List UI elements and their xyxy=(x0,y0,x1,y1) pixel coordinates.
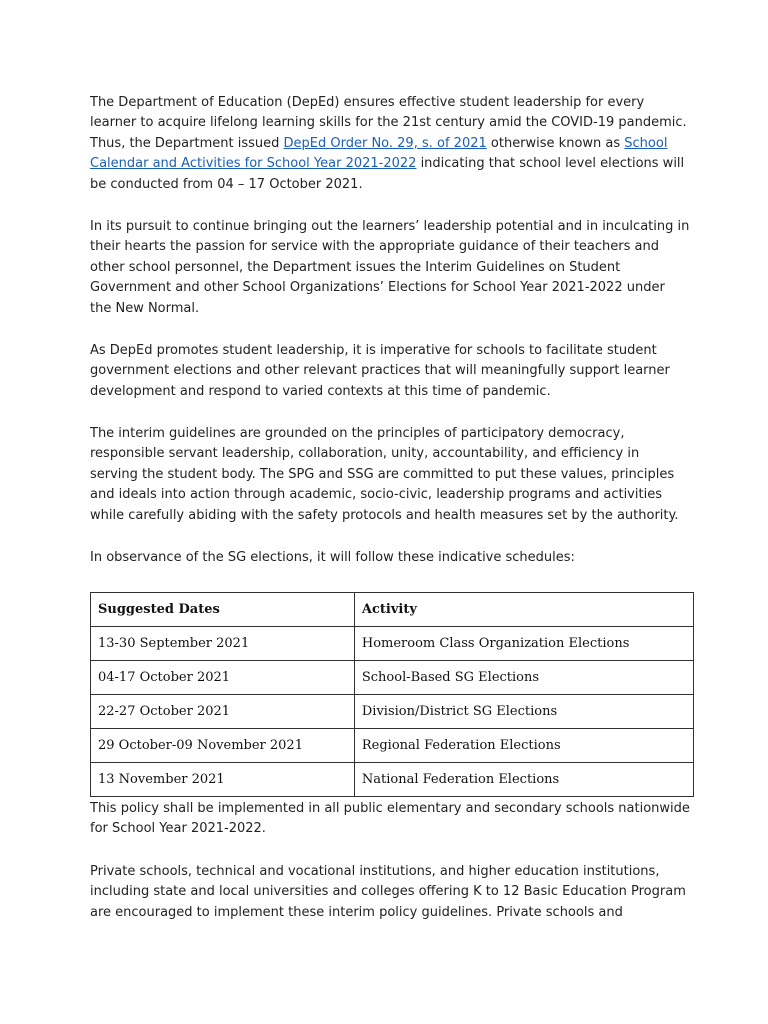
policy-scope-paragraph: This policy shall be implemented in all public elementary and secondary schools nationwide for School Year 2021-2022. xyxy=(90,801,690,837)
table-row xyxy=(91,627,694,661)
intro-paragraph xyxy=(90,93,690,195)
row-activity: Homeroom Class Organization Elections xyxy=(354,627,693,661)
table-row xyxy=(91,695,694,729)
table-row xyxy=(91,661,694,695)
row-date: 13-30 September 2021 xyxy=(91,627,355,661)
row-date: 04-17 October 2021 xyxy=(91,661,355,695)
row-activity: School-Based SG Elections xyxy=(354,661,693,695)
private-schools-paragraph: Private schools, technical and vocational institutions, and higher education institutions, including state and local universities and colleges offering K to 12 Basic Education Program are encouraged to implement these interim policy guidelines. Private schools and xyxy=(90,864,686,920)
row-activity: Regional Federation Elections xyxy=(354,729,693,763)
promotion-paragraph: As DepEd promotes student leadership, it is imperative for schools to facilitate student government elections and other relevant practices that will meaningfully support learner development and respond to varied contexts at this time of pandemic. xyxy=(90,343,670,399)
row-activity: Division/District SG Elections xyxy=(354,695,693,729)
schedule-table xyxy=(90,592,694,797)
leadership-paragraph: In its pursuit to continue bringing out the learners’ leadership potential and in inculcating in their hearts the passion for service with the appropriate guidance of their teachers and other school personnel, the Department issues the Interim Guidelines on Student Government and other School Organizations’ Elections for School Year 2021-2022 under the New Normal. xyxy=(90,219,690,316)
row-date: 29 October-09 November 2021 xyxy=(91,729,355,763)
row-date: 22-27 October 2021 xyxy=(91,695,355,729)
table-header-row xyxy=(91,593,694,627)
schedule-intro-paragraph: In observance of the SG elections, it will follow these indicative schedules: xyxy=(90,550,575,565)
deped-order-link[interactable]: DepEd Order No. 29, s. of 2021 xyxy=(283,135,487,151)
school-calendar-link[interactable]: School Calendar and Activities for School Year 2021-2022 xyxy=(90,135,668,172)
row-activity: National Federation Elections xyxy=(354,763,693,797)
intro-text-b: otherwise known as xyxy=(486,135,625,151)
row-date: 13 November 2021 xyxy=(91,763,355,797)
intro-text-a: The Department of Education (DepEd) ensures effective student leadership for every learner to acquire lifelong learning skills for the 21st century amid the COVID-19 pandemic. Thus, the Department issued xyxy=(90,95,687,151)
table-row xyxy=(91,729,694,763)
principles-paragraph: The interim guidelines are grounded on the principles of participatory democracy, responsible servant leadership, collaboration, unity, accountability, and efficiency in serving the student body. The SPG and SSG are committed to put these values, principles and ideals into action through academic, socio-civic, leadership programs and activities while carefully abiding with the safety protocols and health measures set by the authority. xyxy=(90,426,679,523)
intro-text-c: indicating that school level elections will be conducted from 04 – 17 October 2021. xyxy=(90,156,685,192)
table-row xyxy=(91,763,694,797)
header-suggested-dates: Suggested Dates xyxy=(91,593,355,627)
header-activity: Activity xyxy=(354,593,693,627)
